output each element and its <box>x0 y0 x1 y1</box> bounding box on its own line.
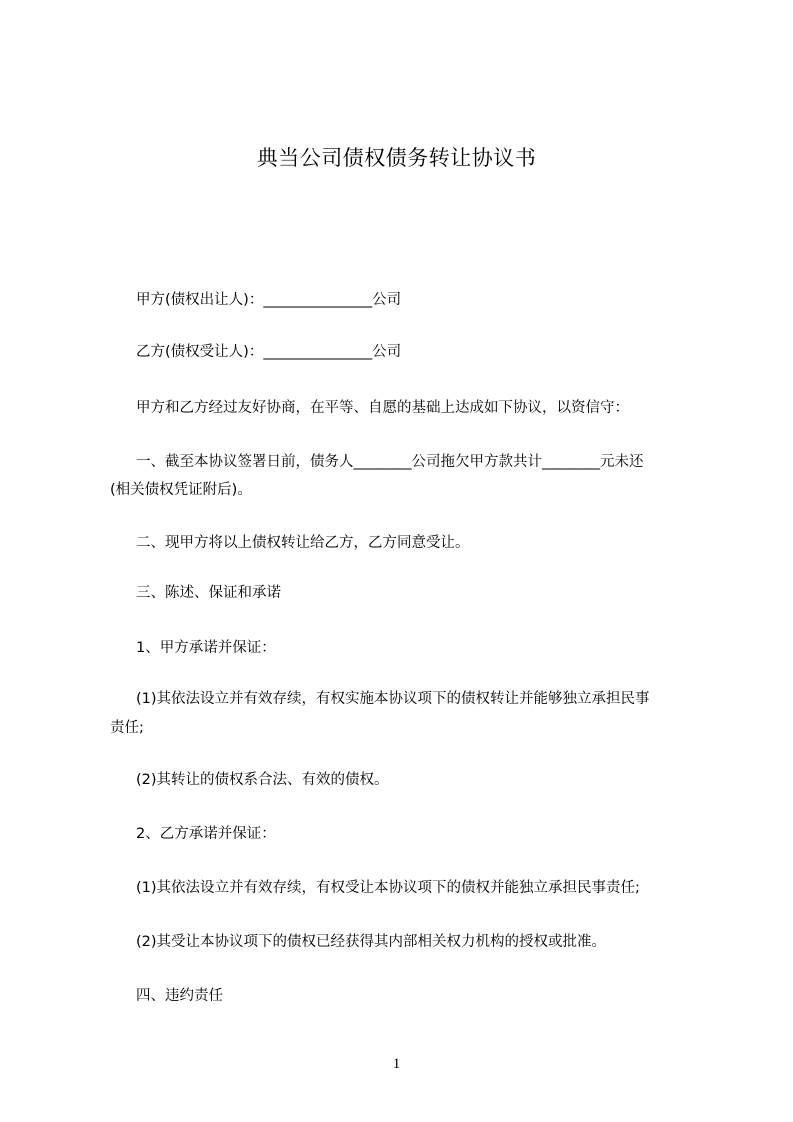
clause-3-1-item-1-line-2: 责任; <box>110 720 144 736</box>
clause-3-1-item-1-line-1: (1)其依法设立并有效存续，有权实施本协议项下的债权转让并能够独立承担民事 <box>136 691 650 707</box>
clause-3-1-item-2: (2)其转让的债权系合法、有效的债权。 <box>136 772 389 788</box>
party-a-line: 甲方(债权出让人)：_______________公司 <box>136 292 402 308</box>
clause-4-heading: 四、违约责任 <box>136 988 223 1004</box>
party-b-line: 乙方(债权受让人)：_______________公司 <box>136 344 402 360</box>
clause-3-2-item-2: (2)其受让本协议项下的债权已经获得其内部相关权力机构的授权或批准。 <box>136 934 607 950</box>
page-number: 1 <box>392 1056 401 1072</box>
clause-1-line-1: 一、截至本协议签署日前，债务人________公司拖欠甲方款共计________元未还 <box>136 454 644 470</box>
clause-3-1-heading: 1、甲方承诺并保证： <box>136 640 276 656</box>
clause-1-line-2: (相关债权凭证附后)。 <box>110 482 252 498</box>
document-title: 典当公司债权债务转让协议书 <box>256 146 537 170</box>
clause-3-heading: 三、陈述、保证和承诺 <box>136 585 281 601</box>
clause-3-2-heading: 2、乙方承诺并保证： <box>136 826 276 842</box>
clause-2-paragraph: 二、现甲方将以上债权转让给乙方，乙方同意受让。 <box>136 535 470 551</box>
preamble-paragraph: 甲方和乙方经过友好协商，在平等、自愿的基础上达成如下协议，以资信守： <box>136 400 629 416</box>
clause-3-2-item-1: (1)其依法设立并有效存续，有权受让本协议项下的债权并能独立承担民事责任; <box>136 880 640 896</box>
